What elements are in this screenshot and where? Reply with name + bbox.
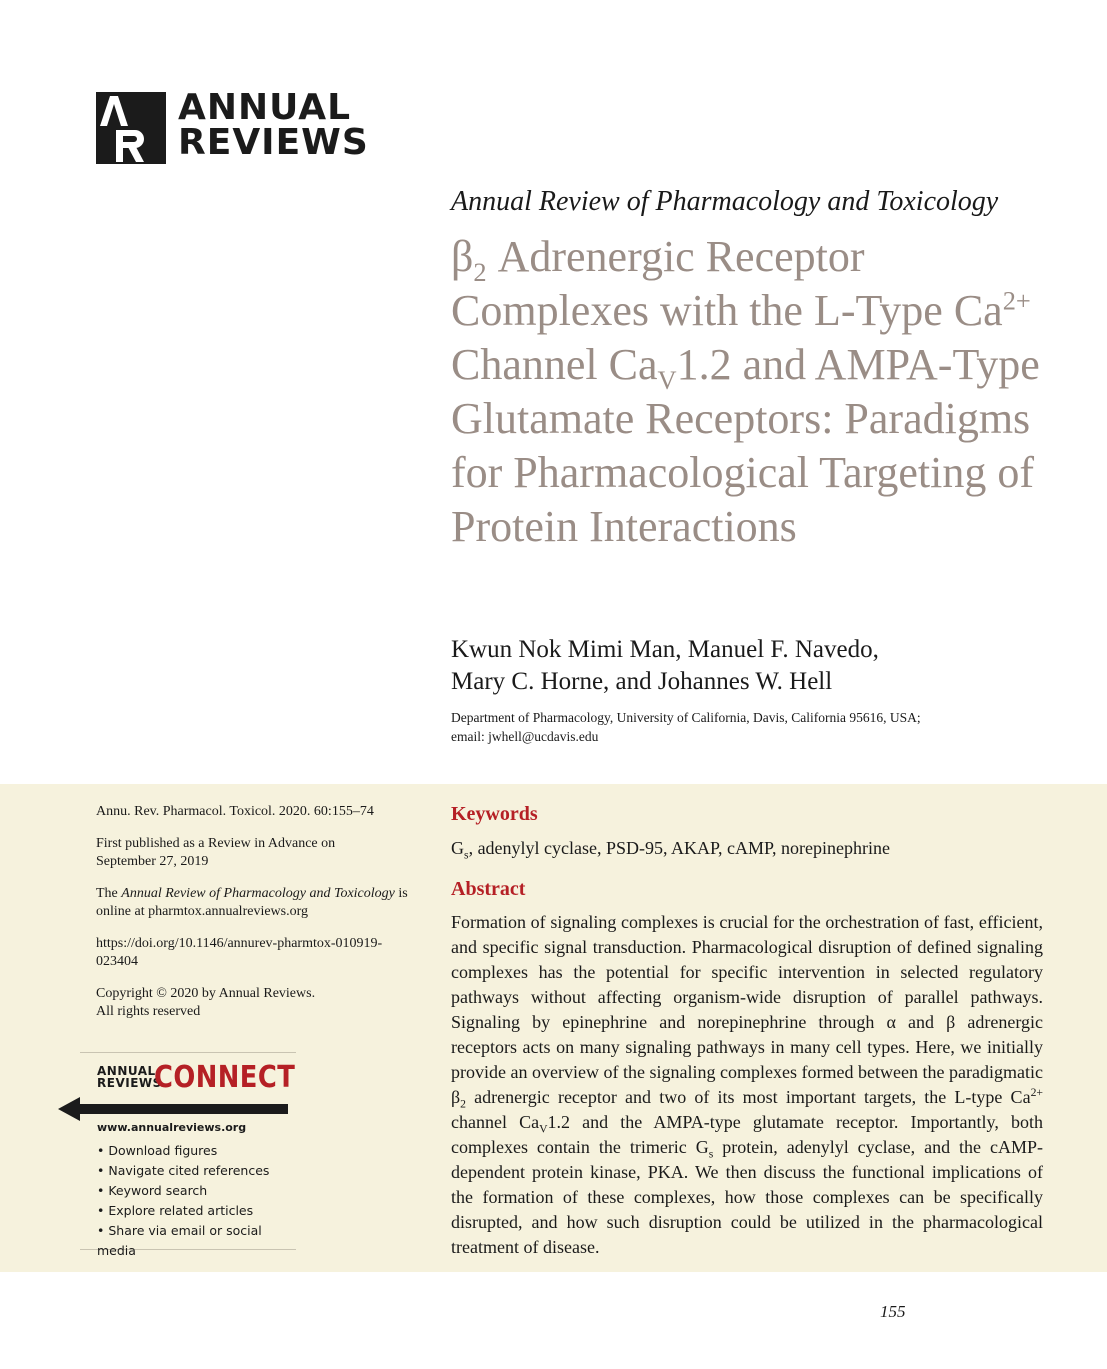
title-beta: β [451,232,474,281]
abstract-sub-1: 2 [460,1097,467,1111]
affiliation-email[interactable]: email: jwhell@ucdavis.edu [451,729,599,744]
first-published-line-1: First published as a Review in Advance on [96,836,336,851]
connect-small-line-1: ANNUAL [97,1064,156,1078]
logo-line-1: ANNUAL [178,87,352,128]
connect-small-line-2: REVIEWS [97,1076,162,1090]
title-part-1: Adrenergic Receptor Complexes with the L-Type Ca [451,232,1003,335]
affiliation [451,708,1051,746]
authors-line-1: Kwun Nok Mimi Man, Manuel F. Navedo, [451,636,879,663]
keyword-g: G [451,838,464,858]
abstract-part-2: adrenergic receptor and two of its most important targets, the L-type Ca [466,1087,1031,1107]
title-cav-sub: V [657,364,677,395]
logo-line-2: REVIEWS [178,122,369,163]
abstract-part-3: channel Ca [451,1112,540,1132]
connect-title: CONNECT [154,1060,296,1095]
abstract-heading: Abstract [451,878,526,900]
title-ca-sup: 2+ [1002,285,1031,316]
connect-item: • Download figures [97,1143,218,1158]
keywords-list [451,838,890,862]
connect-item: • Share via email or social media [97,1223,262,1258]
authors-line-2: Mary C. Horne, and Johannes W. Hell [451,668,833,695]
affiliation-line-1: Department of Pharmacology, University of California, Davis, California 95616, USA; [451,710,921,725]
abstract-text [451,910,1043,1260]
abstract-sub-3: V [539,1122,548,1136]
copyright-line-2: All rights reserved [96,1004,201,1019]
first-published-line-2: September 27, 2019 [96,854,209,869]
connect-url[interactable]: www.annualreviews.org [97,1121,247,1134]
first-published [96,835,426,871]
online-post: is [394,886,408,901]
keyword-g-sub: s [464,848,469,862]
connect-feature-list [97,1141,296,1261]
title-part-3: 1.2 and AMPA-Type Glutamate Receptors: Paradigms for Pharmacological Targeting of Protein Interactions [451,340,1040,551]
online-journal: Annual Review of Pharmacology and Toxicology [121,886,395,901]
abstract-sub-4: s [708,1147,714,1161]
keywords-heading: Keywords [451,803,538,825]
connect-small-logo [97,1065,162,1089]
article-title [451,230,1071,554]
keywords-rest: , adenylyl cyclase, PSD-95, AKAP, cAMP, norepinephrine [468,838,891,858]
title-beta-sub: 2 [473,256,487,287]
arrow-left-icon [58,1097,290,1121]
doi-line-2[interactable]: 023404 [96,954,138,969]
annual-reviews-connect[interactable] [80,1052,296,1258]
connect-item: • Keyword search [97,1183,208,1198]
abstract-part-4: 1.2 and the AMPA-type glutamate receptor. Importantly, both complexes contain the trimeric G [451,1112,1043,1157]
annual-reviews-logo [96,87,376,166]
online-pre: The [96,886,122,901]
copyright-line-1: Copyright © 2020 by Annual Reviews. [96,986,316,1001]
doi[interactable] [96,935,426,971]
citation: Annu. Rev. Pharmacol. Toxicol. 2020. 60:155–74 [96,804,374,819]
abstract-part-1: Formation of signaling complexes is crucial for the orchestration of fast, efficient, and specific signal transduction. Pharmacological disruption of defined signaling complexes has the potential for specific intervention in selected regulatory pathways without affecting organism-wide disruption of parallel pathways. Signaling by epinephrine and norepinephrine through α and β adrenergic receptors acts on many signaling pathways in many cell types. Here, we initially provide an overview of the signaling complexes formed between the paradigmatic β [451,912,1043,1107]
journal-name: Annual Review of Pharmacology and Toxicology [451,186,999,217]
doi-line-1[interactable]: https://doi.org/10.1146/annurev-pharmtox-010919- [96,936,383,951]
title-part-2: Channel Ca [451,340,658,389]
abstract-sup-2: 2+ [1030,1086,1043,1099]
logo-wordmark [178,87,369,163]
page-number: 155 [880,1302,906,1321]
abstract-part-5: protein, adenylyl cyclase, and the cAMP-dependent protein kinase, PKA. We then discuss the functional implications of the formation of these complexes, how those complexes can be specifically disrupted, and how such disruption could be utilized in the pharmacological treatment of disease. [451,1137,1043,1257]
connect-item: • Navigate cited references [97,1163,270,1178]
online-info [96,885,426,921]
copyright [96,985,426,1021]
online-url[interactable]: online at pharmtox.annualreviews.org [96,904,309,919]
ar-logo-icon [96,92,166,164]
author-list [451,634,1011,698]
connect-item: • Explore related articles [97,1203,254,1218]
